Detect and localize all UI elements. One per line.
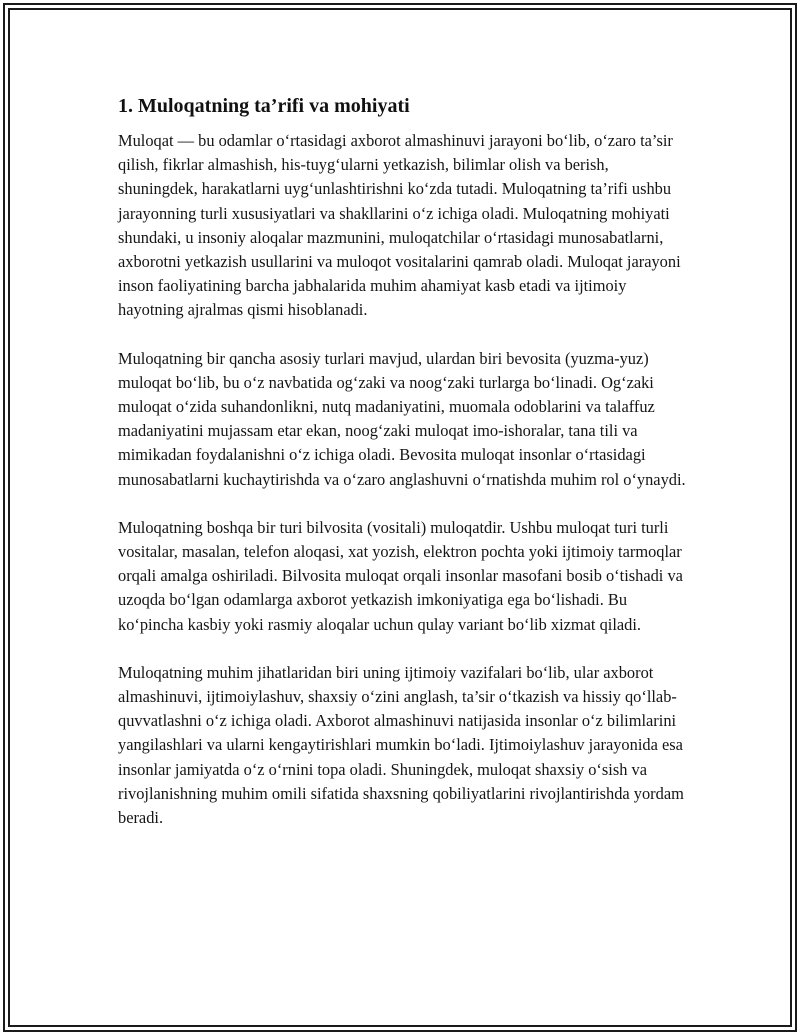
document-body [118, 93, 686, 830]
paragraph-direct-communication: Muloqatning bir qancha asosiy turlari mavjud, ulardan biri bevosita (yuzma-yuz) muloqat bo‘lib, bu o‘z navbatida og‘zaki va noog‘zaki turlarga bo‘linadi. Og‘zaki muloqat o‘zida suhandonlikni, nutq madaniyatini, muomala odoblarini va talaffuz madaniyatini mujassam etar ekan, noog‘zaki muloqat imo-ishoralar, tana tili va mimikadan foydalanishni o‘z ichiga oladi. Bevosita muloqat insonlar o‘rtasidagi munosabatlarni kuchaytirishda va o‘zaro anglashuvni o‘rnatishda muhim rol o‘ynaydi. [118, 348, 686, 489]
paragraph-social-functions: Muloqatning muhim jihatlaridan biri uning ijtimoiy vazifalari bo‘lib, ular axborot almashinuvi, ijtimoiylashuv, shaxsiy o‘zini anglash, ta’sir o‘tkazish va hissiy qo‘llab-quvvatlashni o‘z ichiga oladi. Axborot almashinuvi natijasida insonlar o‘z bilimlarini yangilashlari va ularni kengaytirishlari mumkin bo‘ladi. Ijtimoiylashuv jarayonida esa insonlar jamiyatda o‘z o‘rnini topa oladi. Shuningdek, muloqat shaxsiy o‘sish va rivojlanishning muhim omili sifatida shaxsning qobiliyatlarini rivojlantirishda yordam beradi. [118, 662, 684, 828]
section-heading: 1. Muloqatning ta’rifi va mohiyati [118, 95, 410, 117]
paragraph-definition: Muloqat — bu odamlar o‘rtasidagi axborot almashinuvi jarayoni bo‘lib, o‘zaro ta’sir qilish, fikrlar almashish, his-tuyg‘ularni yetkazish, bilimlar olish va berish, shuningdek, harakatlarni uyg‘unlashtirishni ko‘zda tutadi. Muloqatning ta’rifi ushbu jarayonning turli xususiyatlari va shakllarini o‘z ichiga oladi. Muloqatning mohiyati shundaki, u insoniy aloqalar mazmunini, muloqatchilar o‘rtasidagi munosabatlarni, axborotni yetkazish usullarini va muloqot vositalarini qamrab oladi. Muloqat jarayoni inson faoliyatining barcha jabhalarida muhim ahamiyat kasb etadi va ijtimoiy hayotning ajralmas qismi hisoblanadi. [118, 131, 681, 320]
paragraph-indirect-communication: Muloqatning boshqa bir turi bilvosita (vositali) muloqatdir. Ushbu muloqat turi turli vositalar, masalan, telefon aloqasi, xat yozish, elektron pochta yoki ijtimoiy tarmoqlar orqali amalga oshiriladi. Bilvosita muloqat orqali insonlar masofani bosib o‘tishadi va uzoqda bo‘lgan odamlarga axborot yetkazish imkoniyatiga ega bo‘lishadi. Bu ko‘pincha kasbiy yoki rasmiy aloqalar uchun qulay variant bo‘lib xizmat qiladi. [118, 517, 683, 634]
